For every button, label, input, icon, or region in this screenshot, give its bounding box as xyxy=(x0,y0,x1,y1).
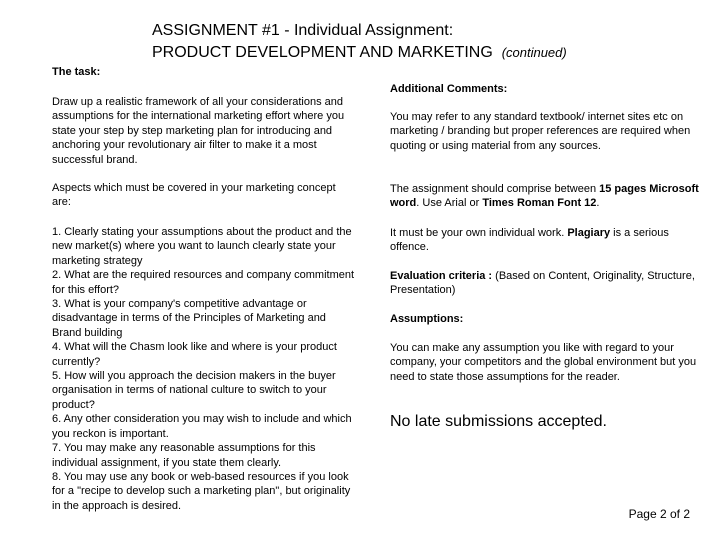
assumptions-heading: Assumptions: xyxy=(390,313,464,325)
list-item: 1. Clearly stating your assumptions about the product and the new market(s) where you want to launch clearly state your marketing strategy xyxy=(52,226,352,267)
assumptions-text: You can make any assumption you like with regard to your company, your competitors and the global environment but you need to state those assumptions for the reader. xyxy=(390,342,697,383)
length-requirement: The assignment should comprise between 15 pages Microsoft word. Use Arial or Times Roman Font 12. xyxy=(390,183,699,210)
list-item: 4. What will the Chasm look like and where is your product currently? xyxy=(52,341,337,368)
task-label: The task: xyxy=(52,66,101,78)
page-number: Page 2 of 2 xyxy=(628,507,690,521)
title-line-2: PRODUCT DEVELOPMENT AND MARKETING (continued) xyxy=(152,44,567,61)
title-line-1: ASSIGNMENT #1 - Individual Assignment: xyxy=(152,22,454,39)
list-item: 7. You may make any reasonable assumptions for this individual assignment, if you state them clearly. xyxy=(52,442,316,469)
aspects-list xyxy=(52,225,357,513)
list-item: 3. What is your company's competitive advantage or disadvantage in terms of the Principles of Marketing and Brand building xyxy=(52,298,326,339)
title-continued: (continued) xyxy=(501,45,567,60)
late-submission-note: No late submissions accepted. xyxy=(390,413,607,430)
list-item: 5. How will you approach the decision makers in the buyer organisation in terms of national culture to switch to your product? xyxy=(52,370,336,411)
aspects-intro: Aspects which must be covered in your marketing concept are: xyxy=(52,182,336,209)
references-note: You may refer to any standard textbook/ internet sites etc on marketing / branding but proper references are required when quoting or using material from any sources. xyxy=(390,111,691,152)
plagiarism-note: It must be your own individual work. Plagiary is a serious offence. xyxy=(390,227,669,254)
list-item: 2. What are the required resources and company commitment for this effort? xyxy=(52,269,355,296)
task-description: Draw up a realistic framework of all your considerations and assumptions for the international marketing effort where you state your step by step marketing plan for introducing and anchoring your revolutionary air filter to make it a most successful brand. xyxy=(52,96,345,166)
evaluation-criteria: Evaluation criteria : (Based on Content, Originality, Structure, Presentation) xyxy=(390,270,695,297)
additional-comments-heading: Additional Comments: xyxy=(390,83,508,95)
page-title xyxy=(152,20,567,64)
list-item: 8. You may use any book or web-based resources if you look for a "recipe to develop such a marketing plan", but originality in the approach is desired. xyxy=(52,470,351,512)
list-item: 6. Any other consideration you may wish to include and which you reckon is important. xyxy=(52,413,352,440)
